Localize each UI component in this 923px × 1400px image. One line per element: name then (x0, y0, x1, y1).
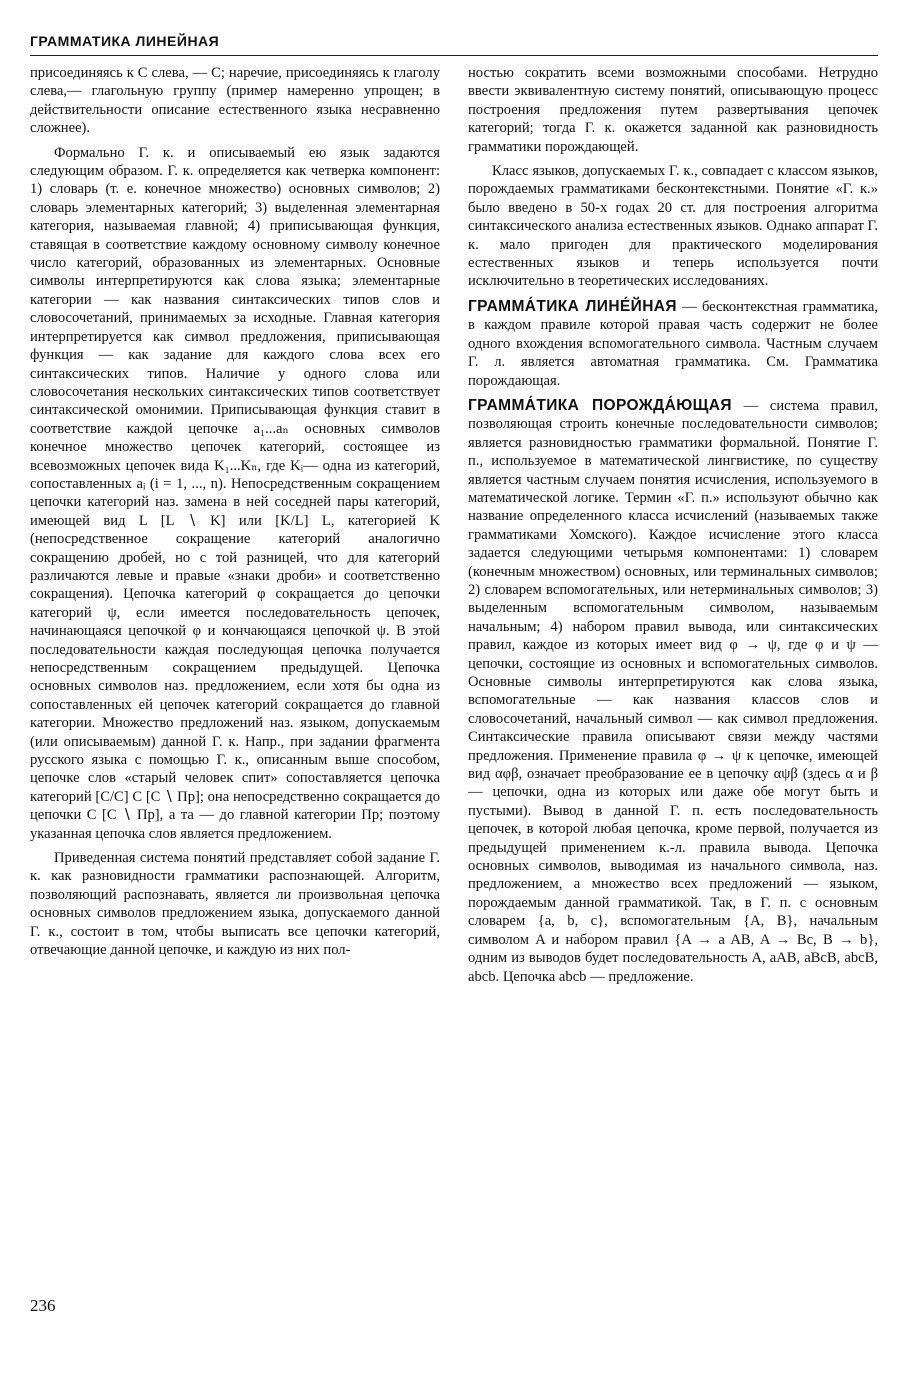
right-paragraph-2: Класс языков, допускаемых Г. к., совпадает с классом языков, порождаемых грамматиками бесконтекстными. Понятие «Г. к.» было введено в 50-х годах 20 ст. для построения алгоритма синтаксического анализа естественных языков. Однако аппарат Г. к. мало пригоден для практического моделирования естественных языков и теперь используется почти исключительно в теоретических исследованиях. (468, 163, 878, 290)
entry-text: — система правил, позволяющая строить конечные последовательности символов; является разновидностью грамматики формальной. Понятие Г. п., используемое в математической лингвистике, по существу является частным случаем понятия исчисления, используемого в математической логике. Термин «Г. п.» используют обычно как название определенного класса исчислений (называемых также грамматиками Хомского). Каждое исчисление этого класса задается следующими четырьмя компонентами: 1) словарем (конечным множеством) основных, или терминальных символов; 2) словарем вспомогательных, или нетерминальных символов; 3) выделенным вспомогательным символом, называемым начальным; 4) набором правил вывода, или синтаксических правил, каждое из которых имеет вид φ → ψ, где φ и ψ — цепочки, состоящие из основных и вспомогательных символов. Основные символы интерпретируются как слова языка, вспомогательные — как названия классов слов и словосочетаний, начальный символ — как символ предложения. Синтаксические правила описывают связи между частями предложения. Применение правила φ → ψ к цепочке, имеющей вид αφβ, означает преобразование ее в цепочку αψβ (здесь α и β — цепочки, одна из которых или даже обе могут быть и пустыми). Вывод в данной Г. п. есть последовательность цепочек, в которой любая цепочка, кроме первой, получается из предыдущей применением к.-л. правила вывода. Цепочка основных символов, выводимая из начального символа, наз. предложением, а множество всех предложений — языком, порождаемым данной грамматикой. Так, в Г. п. с основным словарем {a, b, c}, вспомогательным {A, B}, начальным символом A и набором правил {A → a AB, A → Bc, B → b}, одним из выводов будет последовательность A, aAB, aBcB, abcB, abcb. Цепочка abcb — предложение. (468, 397, 879, 985)
right-column (468, 64, 878, 986)
page-number: 236 (30, 1296, 56, 1315)
left-column (30, 64, 440, 960)
entry-linear-grammar (468, 298, 878, 390)
right-paragraph-1: ностью сократить всеми возможными способами. Нетрудно ввести эквивалентную систему понятий, описывающую процесс построения предложения путем развертывания цепочек категорий; тогда Г. к. окажется заданной как разновидность грамматики порождающей. (468, 65, 878, 155)
entry-headword: ГРАММА́ТИКА ЛИНЕ́ЙНАЯ (468, 297, 677, 315)
entry-headword: ГРАММА́ТИКА ПОРОЖДА́ЮЩАЯ (468, 396, 732, 414)
left-paragraph-3: Приведенная система понятий представляет собой задание Г. к. как разновидности грамматики распознающей. Алгоритм, позволяющий распознавать, является ли произвольная цепочка основных символов предложением языка, допускаемого данной Г. к., состоит в том, чтобы выписать все цепочки категорий, отвечающие данной цепочке, и каждую из них пол- (30, 850, 440, 959)
entry-generative-grammar (468, 397, 878, 986)
header-rule (30, 55, 878, 56)
running-head: ГРАММАТИКА ЛИНЕЙНАЯ (30, 33, 220, 49)
left-paragraph-2: Формально Г. к. и описываемый ею язык задаются следующим образом. Г. к. определяется как четверка компонент: 1) словарь (т. е. конечное множество) основных символов; 2) словарь элементарных категорий; 3) выделенная элементарная категория, называемая главной; 4) приписывающая функция, ставящая в соответствие каждому основному символу конечное число категорий, образованных из элементарных. Основные символы интерпретируются как слова языка; элементарные категории — как названия синтаксических типов слов и словосочетаний, принимаемых за исходные. Главная категория интерпретируется как символ предложения, приписывающая функция — как задание для каждого слова всех его синтаксических типов. Наличие у одного слова или словосочетания нескольких синтаксических типов соответствует синтаксической омонимии. Приписывающая функция ставит в соответствие каждой цепочке a₁...aₙ основных символов конечное множество цепочек категорий, состоящее из всевозможных цепочек вида K₁...Kₙ, где Kᵢ— одна из категорий, сопоставленных aᵢ (i = 1, ..., n). Непосредственным сокращением цепочки категорий наз. замена в ней соседней пары категорий, имеющей вид L [L ∖ K] или [K/L] L, категорией K (непосредственное сокращение категорий аналогично сокращению дробей, но с той разницей, что для категорий различаются левые и правые «знаки дроби» и соответственно сокращения). Цепочка категорий φ сокращается до цепочки категорий ψ, если имеется последовательность цепочек, начинающаяся цепочкой φ и кончающаяся цепочкой ψ. В этой последовательности каждая последующая цепочка получается непосредственным сокращением предыдущей. Цепочка основных символов наз. предложением, если хотя бы одна из сопоставленных ей цепочек категорий сокращается до главной категории. Множество предложений наз. языком, допускаемым (или описываемым) данной Г. к. Напр., при задании фрагмента русского языка с помощью Г. к., описанным выше способом, цепочке слов «старый человек спит» сопоставляется цепочка категорий [С/С] С [С ∖ Пр]; она непосредственно сокращается до цепочки С [С ∖ Пр], а та — до главной категории Пр; поэтому указанная цепочка слов является предложением. (30, 144, 440, 842)
left-paragraph-1: присоединяясь к С слева, — С; наречие, присоединяясь к глаголу слева,— глагольную группу (пример намеренно упрощен; в действительности описание естественного языка несравненно сложнее). (30, 65, 440, 137)
entry-text: — бесконтекстная грамматика, в каждом правиле которой правая часть содержит не более одного вхождения вспомогательного символа. Частным случаем Г. л. является автоматная грамматика. См. Грамматика порождающая. (468, 298, 879, 389)
